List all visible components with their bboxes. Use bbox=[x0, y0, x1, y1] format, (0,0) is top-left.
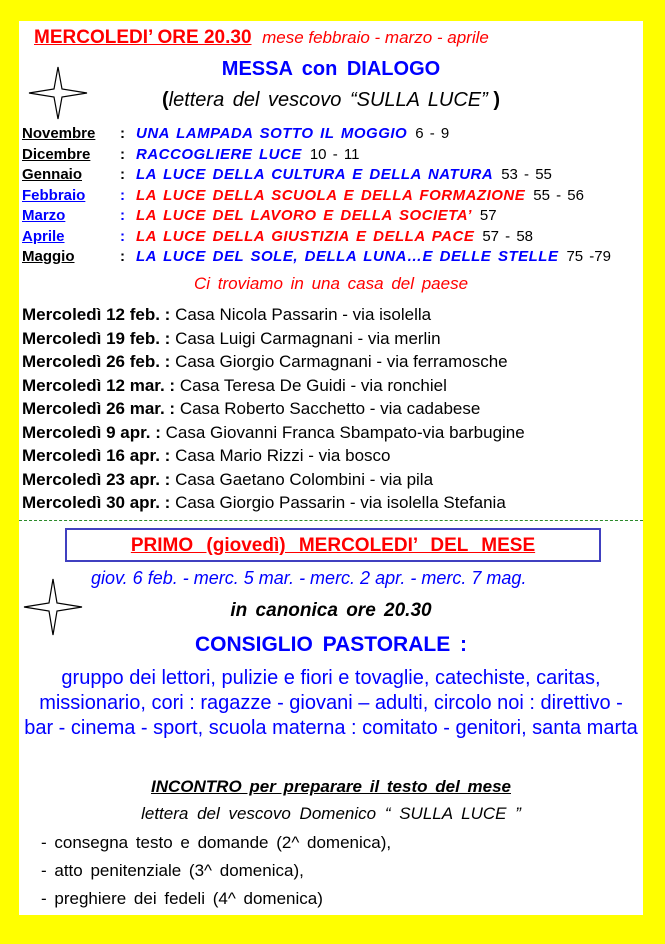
month-name: Gennaio bbox=[22, 166, 83, 183]
month-colon: : bbox=[120, 207, 125, 224]
list-item: - preghiere dei fedeli (4^ domenica) bbox=[41, 889, 323, 908]
event-date: Mercoledì 12 feb. : bbox=[22, 305, 171, 324]
event-row bbox=[22, 399, 480, 419]
month-colon: : bbox=[120, 248, 125, 265]
event-place: Casa Mario Rizzi - via bosco bbox=[175, 446, 391, 465]
dashed-divider bbox=[19, 520, 643, 521]
list-item: - consegna testo e domande (2^ domenica), bbox=[41, 833, 392, 852]
event-date: Mercoledì 26 mar. : bbox=[22, 399, 176, 418]
header-line bbox=[34, 27, 489, 49]
gruppo-text: gruppo dei lettori, pulizie e fiori e tovaglie, catechiste, caritas, missionario, cori : ragazze - giovani – adulti, circolo noi : direttivo - bar - cinema - sport, scuola materna : comitato - genitori, santa marta bbox=[24, 667, 638, 739]
month-colon: : bbox=[120, 125, 125, 142]
canonica-time: in canonica ore 20.30 bbox=[230, 600, 432, 621]
primo-dates: giov. 6 feb. - merc. 5 mar. - merc. 2 apr. - merc. 7 mag. bbox=[91, 568, 527, 588]
lettera-vescovo: lettera del vescovo Domenico “ SULLA LUCE ” bbox=[141, 804, 521, 823]
event-place: Casa Teresa De Guidi - via ronchiel bbox=[179, 375, 447, 395]
event-place: Casa Giovanni Franca Sbampato-via barbugine bbox=[165, 422, 525, 442]
event-place: Casa Nicola Passarin - via isolella bbox=[175, 305, 432, 324]
paren-open: ( bbox=[161, 89, 169, 111]
event-date: Mercoledì 16 apr. : bbox=[22, 446, 171, 465]
event-place: Casa Giorgio Carmagnani - via ferramosche bbox=[175, 352, 508, 371]
consiglio-title: CONSIGLIO PASTORALE : bbox=[194, 633, 468, 656]
event-row bbox=[22, 305, 431, 325]
document-page bbox=[19, 21, 643, 915]
event-place: Casa Gaetano Colombini - via pila bbox=[175, 469, 434, 489]
month-name: Dicembre bbox=[22, 145, 91, 163]
event-row bbox=[22, 352, 508, 372]
month-pages: 57 bbox=[479, 207, 497, 224]
month-pages: 10 - 11 bbox=[309, 145, 360, 163]
event-date: Mercoledì 26 feb. : bbox=[22, 352, 171, 371]
event-date: Mercoledì 12 mar. : bbox=[22, 375, 176, 395]
event-place: Casa Roberto Sacchetto - via cadabese bbox=[179, 399, 481, 418]
month-name: Marzo bbox=[22, 207, 66, 224]
month-pages: 55 - 56 bbox=[533, 186, 584, 204]
event-date: Mercoledì 30 apr. : bbox=[22, 493, 171, 512]
event-date: Mercoledì 9 apr. : bbox=[22, 422, 161, 442]
primo-box bbox=[65, 528, 601, 562]
event-date: Mercoledì 19 feb. : bbox=[22, 328, 171, 348]
incontro-title: INCONTRO per preparare il testo del mese bbox=[151, 777, 511, 796]
paren-close: ) bbox=[493, 89, 501, 111]
event-row bbox=[22, 446, 390, 466]
month-topic: LA LUCE DELLA CULTURA E DELLA NATURA 53 - 55 bbox=[136, 166, 552, 183]
event-date: Mercoledì 23 apr. : bbox=[22, 469, 171, 489]
month-topic: UNA LAMPADA SOTTO IL MOGGIO 6 - 9 bbox=[136, 125, 450, 142]
month-topic: LA LUCE DELLA GIUSTIZIA E DELLA PACE 57 - 58 bbox=[136, 227, 534, 245]
event-row bbox=[22, 376, 447, 396]
lettera-text: lettera del vescovo “SULLA LUCE” bbox=[168, 89, 488, 111]
month-topic: RACCOGLIERE LUCE 10 - 11 bbox=[136, 145, 360, 163]
event-row bbox=[22, 470, 433, 490]
event-place: Casa Giorgio Passarin - via isolella Stefania bbox=[175, 493, 506, 512]
month-name: Febbraio bbox=[22, 186, 86, 204]
primo-title: PRIMO (giovedì) MERCOLEDI’ DEL MESE bbox=[130, 535, 536, 556]
month-colon: : bbox=[120, 186, 125, 204]
event-place: Casa Luigi Carmagnani - via merlin bbox=[175, 328, 441, 348]
month-topic: LA LUCE DELLA SCUOLA E DELLA FORMAZIONE 55 - 56 bbox=[136, 186, 584, 204]
month-topic: LA LUCE DEL LAVORO E DELLA SOCIETA’ 57 bbox=[136, 207, 497, 224]
ci-troviamo: Ci troviamo in una casa del paese bbox=[193, 274, 469, 293]
header-months: mese febbraio - marzo - aprile bbox=[262, 28, 489, 47]
event-row bbox=[22, 493, 506, 513]
event-row bbox=[22, 329, 441, 349]
header-weekday-time: MERCOLEDI’ ORE 20.30 bbox=[34, 27, 252, 48]
month-pages: 57 - 58 bbox=[482, 227, 534, 245]
month-name: Novembre bbox=[22, 125, 96, 142]
month-pages: 6 - 9 bbox=[415, 125, 450, 142]
list-item: - atto penitenziale (3^ domenica), bbox=[41, 861, 304, 880]
event-row bbox=[22, 423, 525, 443]
month-pages: 75 -79 bbox=[566, 248, 611, 265]
month-topic: LA LUCE DEL SOLE, DELLA LUNA…E DELLE STELLE 75 -79 bbox=[136, 248, 611, 265]
month-pages: 53 - 55 bbox=[501, 166, 552, 183]
month-name: Maggio bbox=[22, 248, 75, 265]
lettera-subtitle bbox=[19, 89, 643, 112]
month-colon: : bbox=[120, 227, 125, 245]
messa-title: MESSA con DIALOGO bbox=[221, 58, 441, 80]
month-colon: : bbox=[120, 145, 125, 163]
month-colon: : bbox=[120, 166, 125, 183]
month-name: Aprile bbox=[22, 227, 65, 245]
